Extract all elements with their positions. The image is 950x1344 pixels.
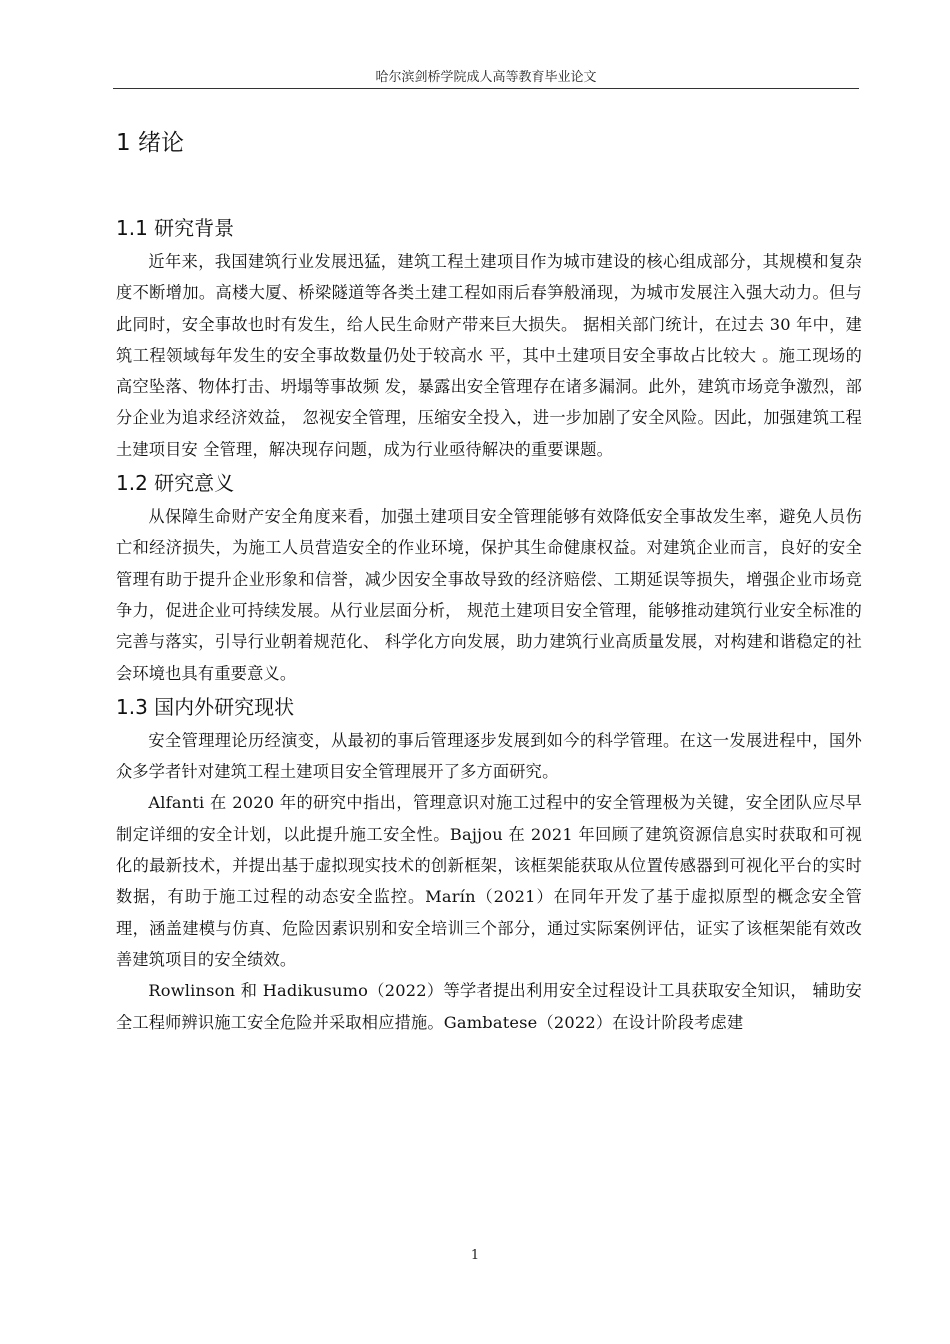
header-divider — [113, 88, 859, 89]
paragraph: 安全管理理论历经演变，从最初的事后管理逐步发展到如今的科学管理。在这一发展进程中，国外众多学者针对建筑工程土建项目安全管理展开了多方面研究。 — [116, 730, 862, 782]
section-heading: 1.3 国内外研究现状 — [116, 694, 295, 719]
paragraph: 从保障生命财产安全角度来看，加强土建项目安全管理能够有效降低安全事故发生率，避免人员伤亡和经济损失，为施工人员营造安全的作业环境，保护其生命健康权益。对建筑企业而言，良好的安全管理有助于提升企业形象和信誉，减少因安全事故导致的经济赔偿、工期延误等损失，增强企业市场竞争力，促进企业可持续发展。从行业层面分析， 规范土建项目安全管理，能够推动建筑行业安全标准的完善与落实，引导行业朝着规范化、 科学化方向发展，助力建筑行业高质量发展，对构建和谐稳定的社会环境也具有重要意义。 — [116, 507, 862, 683]
chapter-title: 1 绪论 — [116, 130, 184, 156]
section-significance — [116, 465, 862, 689]
page-body — [116, 118, 862, 1038]
page-number: 1 — [470, 1248, 480, 1263]
section-background — [116, 210, 862, 465]
paragraph: Alfanti 在 2020 年的研究中指出，管理意识对施工过程中的安全管理极为关键，安全团队应尽早制定详细的安全计划，以此提升施工安全性。Bajjou 在 2021 年回顾了建筑资源信息实时获取和可视化的最新技术，并提出基于虚拟现实技术的创新框架，该框架能获取从位置传感器到可视化平台的实时数据，有助于施工过程的动态安全监控。Marín（2021）在同年开发了基于虚拟原型的概念安全管理，涵盖建模与仿真、危险因素识别和安全培训三个部分，通过实际案例评估，证实了该框架能有效改善建筑项目的安全绩效。 — [116, 793, 862, 969]
section-research-status — [116, 689, 862, 1038]
running-header: 哈尔滨剑桥学院成人高等教育毕业论文 — [375, 70, 597, 85]
section-heading: 1.1 研究背景 — [116, 216, 235, 240]
section-heading: 1.2 研究意义 — [116, 471, 235, 496]
paragraph: 近年来，我国建筑行业发展迅猛，建筑工程土建项目作为城市建设的核心组成部分，其规模和复杂度不断增加。高楼大厦、桥梁隧道等各类土建工程如雨后春笋般涌现，为城市发展注入强大动力。但与此同时，安全事故也时有发生，给人民生命财产带来巨大损失。 据相关部门统计，在过去 30 年中，建筑工程领域每年发生的安全事故数量仍处于较高水 平，其中土建项目安全事故占比较大 。施工现场的高空坠落、物体打击、坍塌等事故频 发，暴露出安全管理存在诸多漏洞。此外，建筑市场竞争激烈，部分企业为追求经济效益， 忽视安全管理，压缩安全投入，进一步加剧了安全风险。因此，加强建筑工程土建项目安 全管理，解决现存问题，成为行业亟待解决的重要课题。 — [116, 252, 862, 459]
paragraph: Rowlinson 和 Hadikusumo（2022）等学者提出利用安全过程设计工具获取安全知识， 辅助安全工程师辨识施工安全危险并采取相应措施。Gambatese（2022）在设计阶段考虑建 — [116, 981, 862, 1032]
